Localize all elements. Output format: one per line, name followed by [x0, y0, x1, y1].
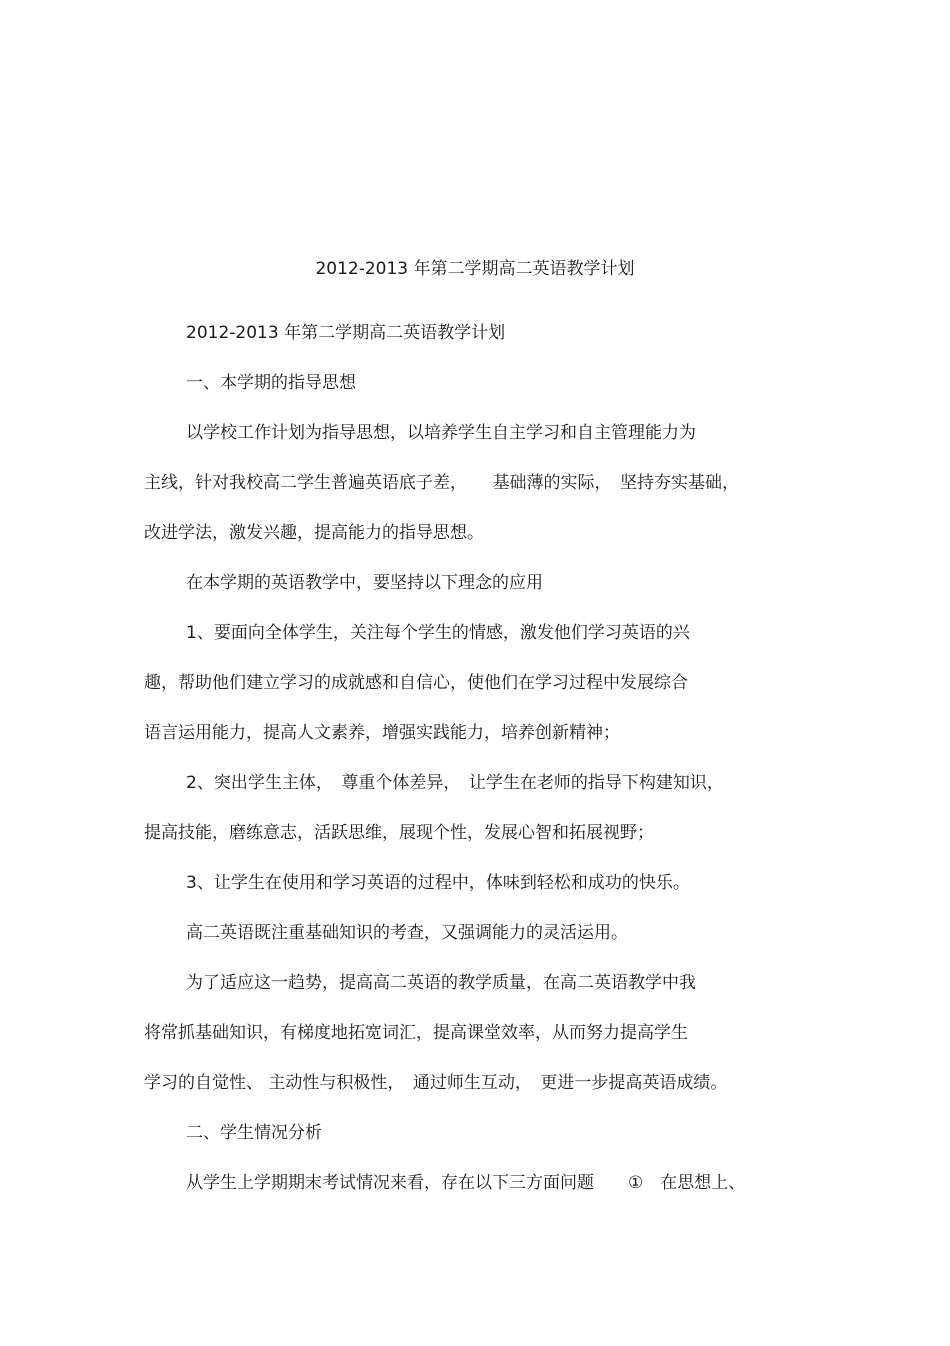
paragraph-line: 以学校工作计划为指导思想，以培养学生自主学习和自主管理能力为 — [186, 423, 696, 443]
paragraph-line: 语言运用能力，提高人文素养，增强实践能力，培养创新精神； — [144, 723, 620, 743]
paragraph-line: 为了适应这一趋势，提高高二英语的教学质量，在高二英语教学中我 — [186, 973, 696, 993]
section-heading-1: 一、本学期的指导思想 — [186, 373, 356, 393]
paragraph-line: 主线，针对我校高二学生普遍英语底子差， 基础薄的实际， 坚持夯实基础， — [144, 473, 739, 493]
section-heading-2: 二、学生情况分析 — [186, 1123, 322, 1143]
list-item-3: 3、让学生在使用和学习英语的过程中，体味到轻松和成功的快乐。 — [186, 873, 690, 893]
paragraph-line: 在本学期的英语教学中，要坚持以下理念的应用 — [186, 573, 543, 593]
paragraph-line: 提高技能，磨练意志，活跃思维，展现个性，发展心智和拓展视野； — [144, 823, 654, 843]
paragraph-line: 学习的自觉性、 主动性与积极性， 通过师生互动， 更进一步提高英语成绩。 — [144, 1073, 728, 1093]
paragraph-line: 趣，帮助他们建立学习的成就感和自信心，使他们在学习过程中发展综合 — [144, 673, 688, 693]
paragraph-line: 从学生上学期期末考试情况来看，存在以下三方面问题 ① 在思想上、 — [186, 1173, 746, 1193]
paragraph-line: 改进学法，激发兴趣，提高能力的指导思想。 — [144, 523, 484, 543]
document-title: 2012-2013 年第二学期高二英语教学计划 — [315, 259, 635, 279]
list-item-2: 2、突出学生主体， 尊重个体差异， 让学生在老师的指导下构建知识， — [186, 773, 724, 793]
list-item-1: 1、要面向全体学生，关注每个学生的情感，激发他们学习英语的兴 — [186, 623, 690, 643]
paragraph-line: 将常抓基础知识，有梯度地拓宽词汇，提高课堂效率，从而努力提高学生 — [144, 1023, 688, 1043]
subtitle-line: 2012-2013 年第二学期高二英语教学计划 — [186, 323, 506, 343]
paragraph-line: 高二英语既注重基础知识的考查，又强调能力的灵活运用。 — [186, 923, 628, 943]
